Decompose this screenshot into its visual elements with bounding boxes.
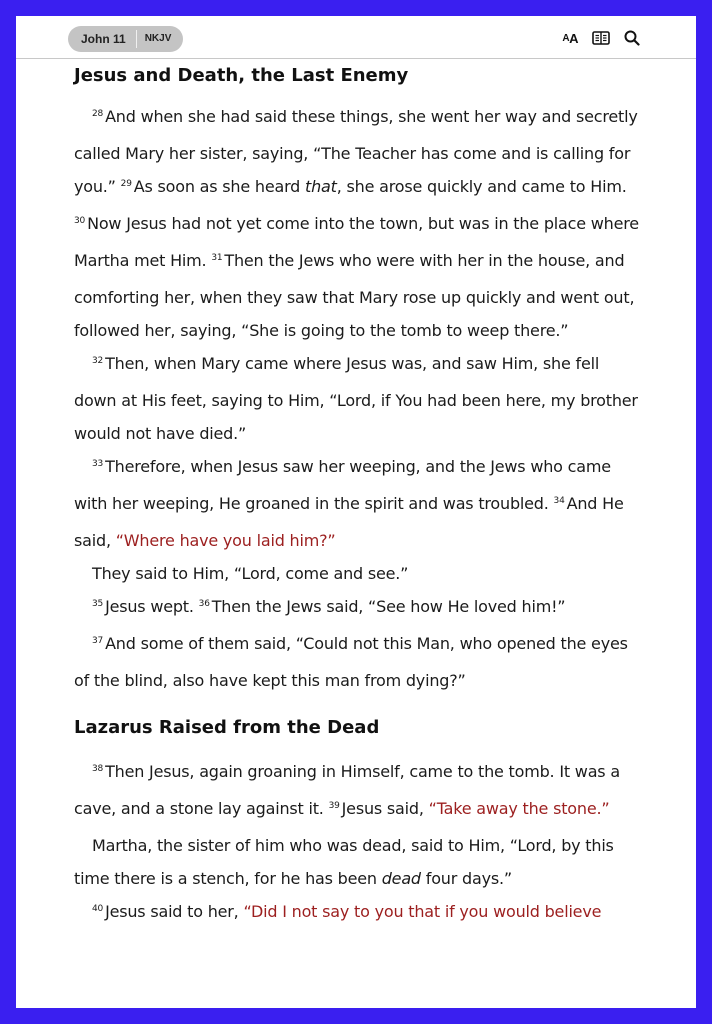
paragraph bbox=[74, 755, 644, 829]
verse-text: Martha, the sister of him who was dead, said to Him, “Lord, by this time there is a stench, for he has been bbox=[74, 836, 614, 888]
verse-number[interactable]: 32 bbox=[92, 356, 104, 366]
paragraph bbox=[74, 347, 644, 450]
paragraph bbox=[74, 829, 644, 895]
verse-text: And He said, bbox=[74, 494, 624, 550]
verse-text: , she arose quickly and came to Him. bbox=[336, 177, 627, 196]
verse-number[interactable]: 30 bbox=[74, 216, 86, 226]
book-chapter-button[interactable]: John 11 bbox=[81, 32, 126, 46]
verse-number[interactable]: 37 bbox=[92, 636, 104, 646]
verse-number[interactable]: 38 bbox=[92, 764, 104, 774]
paragraph bbox=[74, 627, 644, 697]
verse-text: Then, when Mary came where Jesus was, and saw Him, she fell down at His feet, saying to Him, “Lord, if You had been here, my brother would not have died.” bbox=[74, 354, 638, 443]
toolbar bbox=[548, 30, 640, 46]
verse-text: Jesus said to her, bbox=[105, 902, 244, 921]
chapter-text bbox=[74, 58, 644, 932]
verse-text: Now Jesus had not yet come into the town, but was in the place where Martha met Him. bbox=[74, 214, 639, 270]
reader-view-icon[interactable] bbox=[592, 31, 610, 45]
passage-selector bbox=[68, 26, 183, 52]
top-bar bbox=[16, 16, 696, 59]
reader-frame bbox=[16, 16, 696, 1008]
search-icon[interactable] bbox=[624, 30, 640, 46]
section-heading: Jesus and Death, the Last Enemy bbox=[74, 65, 409, 86]
verse-text: And some of them said, “Could not this Man, who opened the eyes of the blind, also have kept this man from dying?” bbox=[74, 634, 628, 690]
paragraph bbox=[74, 450, 644, 557]
paragraph bbox=[74, 557, 644, 590]
version-button[interactable]: NKJV bbox=[144, 33, 172, 44]
verse-number[interactable]: 36 bbox=[198, 599, 210, 609]
verse-text: Therefore, when Jesus saw her weeping, and the Jews who came with her weeping, He groaned in the spirit and was troubled. bbox=[74, 457, 611, 513]
verse-text: As soon as she heard bbox=[133, 177, 306, 196]
verse-text: Jesus wept. bbox=[105, 597, 194, 616]
paragraph bbox=[74, 895, 644, 932]
paragraph bbox=[74, 100, 644, 347]
verse-text: Then the Jews who were with her in the house, and comforting her, when they saw that Mary rose up quickly and went out, followed her, saying, “She is going to the tomb to weep there.” bbox=[74, 251, 635, 340]
verse-text: Then Jesus, again groaning in Himself, came to the tomb. It was a cave, and a stone lay against it. bbox=[74, 762, 620, 818]
verse-number[interactable]: 28 bbox=[92, 109, 104, 119]
paragraph bbox=[74, 590, 644, 627]
verse-number[interactable]: 34 bbox=[553, 496, 565, 506]
verse-text: four days.” bbox=[420, 869, 512, 888]
verse-number[interactable]: 40 bbox=[92, 904, 104, 914]
verse-number[interactable]: 29 bbox=[120, 179, 132, 189]
text-size-icon[interactable]: A A bbox=[562, 30, 578, 46]
words-of-jesus: “Where have you laid him?” bbox=[115, 531, 336, 550]
italic-word: dead bbox=[381, 869, 421, 888]
verse-text: Jesus said, bbox=[341, 799, 429, 818]
verse-text: Then the Jews said, “See how He loved him!” bbox=[211, 597, 566, 616]
verse-number[interactable]: 39 bbox=[328, 801, 340, 811]
verse-text: They said to Him, “Lord, come and see.” bbox=[92, 564, 409, 583]
verse-number[interactable]: 33 bbox=[92, 459, 104, 469]
verse-number[interactable]: 31 bbox=[211, 253, 223, 263]
verse-text: And when she had said these things, she went her way and secretly called Mary her sister, saying, “The Teacher has come and is calling for you.” bbox=[74, 107, 638, 196]
section-heading: Lazarus Raised from the Dead bbox=[74, 717, 380, 738]
italic-word: that bbox=[305, 177, 337, 196]
words-of-jesus: “Did I not say to you that if you would believe bbox=[243, 902, 602, 921]
verse-number[interactable]: 35 bbox=[92, 599, 104, 609]
words-of-jesus: “Take away the stone.” bbox=[428, 799, 610, 818]
